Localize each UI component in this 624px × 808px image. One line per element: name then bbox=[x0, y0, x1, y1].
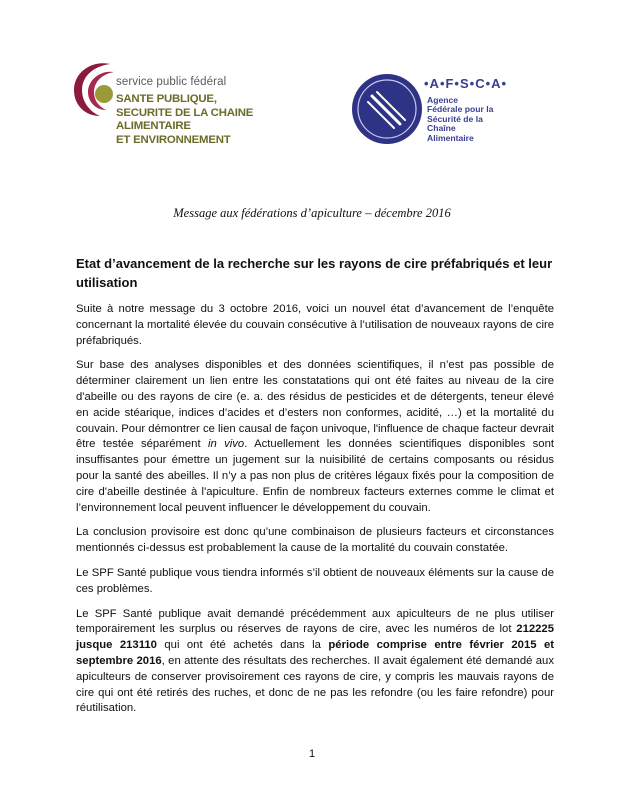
purchase-period: période comprise entre février 2015 et septembre 2016 bbox=[76, 639, 555, 667]
italic-text: in vivo bbox=[207, 438, 245, 451]
paragraph-intro: Suite à notre message du 3 octobre 2016, voici un nouvel état d’avancement de l’enquête concernant la mortalité élevée du couvain consécutive à l’utilisation de nouveaux rayons de cire préfabriqués. bbox=[76, 303, 554, 347]
document-body bbox=[76, 302, 554, 726]
spf-logo bbox=[70, 58, 310, 153]
text-run: . Actuellement les données scientifiques disponibles sont insuffisantes pour émettre un jugement sur la nuisibilité de certains composants ou résidus pour la santé des abeilles. Il n’y a pas non plus de critères légaux fixés pour la composition de cire d'abeille destinée à l'apiculture. Enfin de nombreux facteurs externes comme le climat et l’environnement local peuvent influencer le développement du couvain. bbox=[76, 438, 555, 514]
document-title: Etat d’avancement de la recherche sur les rayons de cire préfabriqués et leur utilisation bbox=[76, 256, 553, 290]
afsca-desc-line: Fédérale pour la bbox=[427, 104, 494, 115]
paragraph-analyses bbox=[76, 358, 554, 516]
spf-subtitle: service public fédéral bbox=[116, 76, 227, 88]
text-run: qui ont été achetés dans la bbox=[156, 639, 329, 652]
paragraph-information: Le SPF Santé publique vous tiendra informés s’il obtient de nouveaux éléments sur la cause de ces problèmes. bbox=[76, 566, 554, 595]
lot-numbers: 212225 jusque 213110 bbox=[76, 623, 554, 652]
text-run: , en attente des résultats des recherches. Il avait également été demandé aux apiculteurs de conserver provisoirement ces rayons de cire, y compris les mauvais rayons de cire qui ont été retirés des ruches, et donc de ne pas les refondre (ou les faire refondre) pour réutilisation. bbox=[76, 654, 554, 715]
afsca-logo bbox=[350, 72, 570, 150]
afsca-desc-line: Sécurité de la bbox=[427, 113, 483, 124]
afsca-description bbox=[427, 96, 537, 143]
text-run: Sur base des analyses disponibles et des données scientifiques, il n’est pas possible de déterminer clairement un lien entre les constatations qui ont été faites au niveau de la cire d'abeille ou des rayons de cire (e. a. des résidus de pesticides et de détergents, teneur élevé en acide stéarique, indices d’acides et d’esters non conformes, acidité, …) et la mortalité du couvain. Pour démontrer ce lien causal de façon univoque, l'influence de chaque facteur devrait être testée séparément bbox=[76, 359, 554, 451]
page-number: 1 bbox=[308, 748, 316, 760]
text-run: Le SPF Santé publique avait demandé précédemment aux apiculteurs de ne plus utiliser temporairement les surplus ou réserves de rayons de cire, avec les numéros de lot bbox=[76, 607, 554, 636]
afsca-acronym: •A•F•S•C•A• bbox=[424, 76, 508, 91]
paragraph-conclusion: La conclusion provisoire est donc qu’une combinaison de plusieurs facteurs et circonstances mentionnés ci-dessus est probablement la cause de la mortalité du couvain constatée. bbox=[76, 526, 554, 555]
spf-line-sante: SANTE PUBLIQUE, bbox=[116, 93, 217, 105]
spf-line-securite: SECURITE DE LA CHAINE ALIMENTAIRE bbox=[116, 106, 254, 132]
afsca-desc-line: Alimentaire bbox=[427, 132, 474, 143]
message-heading: Message aux fédérations d’apiculture – décembre 2016 bbox=[173, 206, 451, 220]
spf-line-environnement: ET ENVIRONNEMENT bbox=[116, 133, 231, 146]
afsca-seal-icon bbox=[350, 72, 424, 146]
afsca-desc-line: Agence bbox=[427, 95, 459, 105]
paragraph-request bbox=[76, 607, 554, 718]
afsca-desc-line: Chaîne bbox=[427, 123, 456, 134]
spf-swirl-icon bbox=[70, 58, 118, 120]
